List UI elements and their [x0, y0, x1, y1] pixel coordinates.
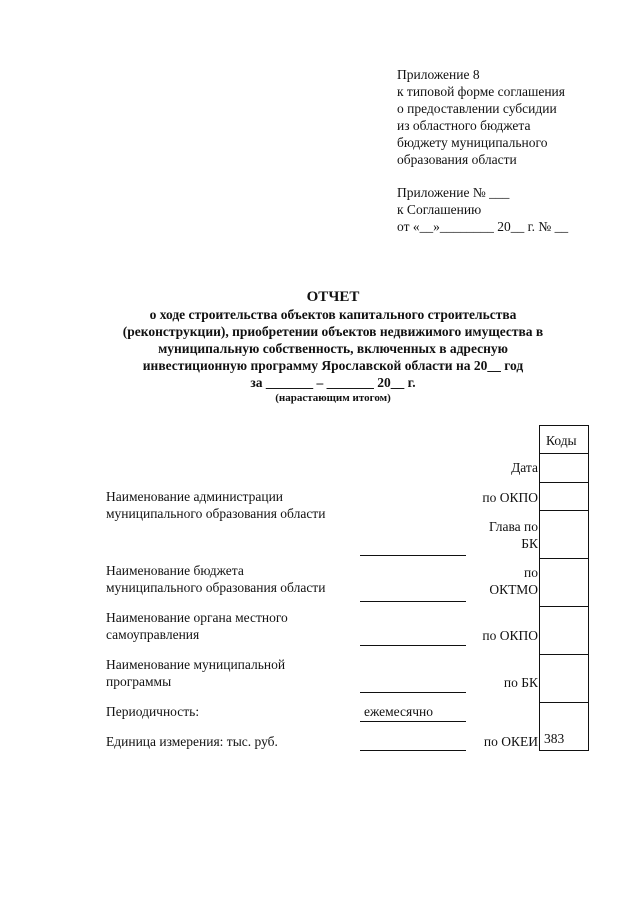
date-label: Дата	[511, 460, 538, 475]
budget-label	[106, 562, 325, 596]
organ-label	[106, 609, 288, 643]
budget-name-field[interactable]	[360, 601, 466, 602]
appendix-line: к типовой форме соглашения	[397, 84, 565, 99]
report-period-line: за _______ – _______ 20__ г.	[250, 375, 416, 390]
organ-label-line: Наименование органа местного	[106, 610, 288, 625]
appendix-header	[397, 66, 565, 168]
okpo-label: по ОКПО	[482, 490, 538, 505]
admin-label-line: муниципального образования области	[106, 506, 326, 521]
appendix-line: о предоставлении субсидии	[397, 101, 557, 116]
agreement-line: Приложение № ___	[397, 185, 510, 200]
codes-divider	[540, 453, 588, 454]
oktmo-label-2: ОКТМО	[489, 582, 538, 597]
program-label-line: программы	[106, 674, 172, 689]
okei-code-value: 383	[544, 731, 565, 746]
codes-divider	[540, 510, 588, 511]
codes-divider	[540, 558, 588, 559]
unit-label: Единица измерения: тыс. руб.	[106, 734, 278, 749]
report-note: (нарастающим итогом)	[275, 392, 391, 404]
admin-name-field[interactable]	[360, 555, 466, 556]
report-subtitle-line: о ходе строительства объектов капитального строительства	[149, 307, 517, 322]
appendix-line: образования области	[397, 152, 517, 167]
bk-head-label-2: БК	[521, 536, 538, 551]
report-title: ОТЧЕТ	[306, 289, 360, 305]
codes-header: Коды	[546, 433, 577, 448]
organ-name-field[interactable]	[360, 645, 466, 646]
admin-label	[106, 488, 325, 522]
appendix-line: бюджету муниципального	[397, 135, 548, 150]
agreement-appendix	[397, 184, 568, 235]
budget-label-line: Наименование бюджета	[106, 563, 244, 578]
bk-head-label: Глава по	[488, 519, 538, 534]
program-label	[106, 656, 285, 690]
codes-divider	[540, 654, 588, 655]
codes-divider	[540, 482, 588, 483]
bk-label: по БК	[503, 675, 538, 690]
admin-label-line: Наименование администрации	[106, 489, 284, 504]
program-name-field[interactable]	[360, 692, 466, 693]
okei-label: по ОКЕИ	[483, 734, 538, 749]
budget-label-line: муниципального образования области	[106, 580, 326, 595]
okpo-label-2: по ОКПО	[482, 628, 538, 643]
periodicity-value: ежемесячно	[364, 704, 433, 719]
program-label-line: Наименование муниципальной	[106, 657, 286, 672]
oktmo-label: по	[524, 565, 538, 580]
report-subtitle-line: муниципальную собственность, включенных в адресную	[158, 341, 508, 356]
codes-divider	[540, 606, 588, 607]
periodicity-label: Периодичность:	[106, 704, 200, 719]
codes-table	[539, 425, 589, 751]
report-subtitle-line: (реконструкции), приобретении объектов недвижимого имущества в	[122, 324, 544, 339]
appendix-line: Приложение 8	[397, 67, 480, 82]
agreement-line: от «__»________ 20__ г. № __	[397, 219, 569, 234]
codes-divider	[540, 702, 588, 703]
periodicity-field[interactable]	[360, 721, 466, 722]
report-subtitle-line: инвестиционную программу Ярославской области на 20__ год	[142, 358, 524, 373]
appendix-line: из областного бюджета	[397, 118, 531, 133]
organ-label-line: самоуправления	[106, 627, 200, 642]
report-title-block	[100, 288, 566, 405]
unit-field[interactable]	[360, 750, 466, 751]
agreement-line: к Соглашению	[397, 202, 482, 217]
